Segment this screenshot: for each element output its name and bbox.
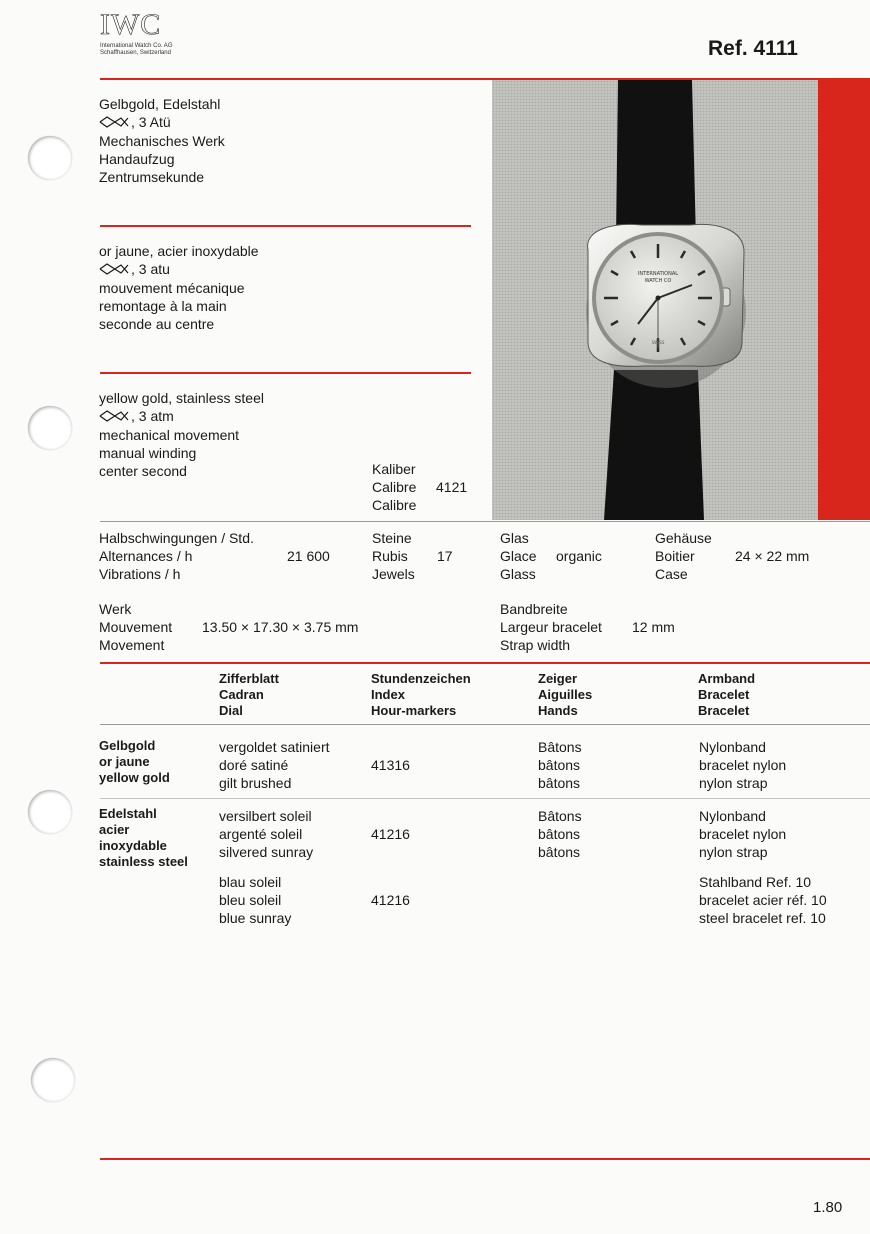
watch-illustration	[492, 80, 818, 520]
spec-seconds: seconde au centre	[99, 316, 215, 333]
binder-hole-4	[31, 1058, 75, 1102]
spec-winding: Handaufzug	[99, 151, 175, 168]
spec-winding: remontage à la main	[99, 298, 227, 315]
variant-category	[99, 806, 188, 870]
bottom-divider	[100, 1158, 870, 1160]
spec-water-resistance: , 3 atm	[99, 407, 264, 426]
hands-line: bâtons	[538, 844, 581, 860]
jewels-label-de: Steine	[372, 530, 412, 546]
hands-line: bâtons	[538, 757, 581, 773]
band-line: nylon strap	[699, 775, 768, 791]
case-labels	[655, 529, 712, 583]
spec-block-english	[99, 389, 264, 480]
water-resistant-icon	[99, 408, 129, 426]
vibrations-label-de: Halbschwingungen / Std.	[99, 530, 254, 546]
spec-material: yellow gold, stainless steel	[99, 390, 264, 406]
vibrations-label-fr: Alternances / h	[99, 548, 193, 564]
watch-photo	[492, 80, 818, 520]
variant-dial	[219, 873, 291, 927]
header-index-en: Hour-markers	[371, 703, 457, 718]
band-line: nylon strap	[699, 844, 768, 860]
category-line: Edelstahl	[99, 806, 157, 821]
divider-photo-bottom	[100, 521, 870, 522]
variant-index: 41216	[371, 892, 410, 908]
calibre-label-en: Calibre	[372, 497, 417, 513]
strap-label-en: Strap width	[500, 637, 571, 653]
spec-material: or jaune, acier inoxydable	[99, 243, 259, 259]
vibrations-value: 21 600	[287, 548, 330, 564]
strap-label-de: Bandbreite	[500, 601, 568, 617]
company-name	[100, 43, 172, 57]
calibre-labels	[372, 460, 416, 514]
variant-index: 41216	[371, 826, 410, 842]
movement-label-de: Werk	[99, 601, 132, 617]
hands-line: bâtons	[538, 775, 581, 791]
spec-water-resistance: , 3 atu	[99, 260, 259, 279]
spec-block-german	[99, 95, 225, 186]
header-hands-fr: Aiguilles	[538, 687, 593, 702]
glass-label-fr: Glace	[500, 548, 537, 564]
variant-index: 41316	[371, 757, 410, 773]
header-band-de: Armband	[698, 671, 756, 686]
movement-label-fr: Mouvement	[99, 619, 173, 635]
strap-value: 12 mm	[632, 619, 675, 635]
dial-line: silvered sunray	[219, 844, 314, 860]
spec-material: Gelbgold, Edelstahl	[99, 96, 221, 112]
category-line: Gelbgold	[99, 738, 156, 753]
company-line-2: Schaffhausen, Switzerland	[100, 50, 171, 56]
jewels-labels	[372, 529, 415, 583]
header-band	[698, 671, 755, 719]
hands-line: bâtons	[538, 826, 581, 842]
variant-dial	[219, 807, 313, 861]
spec-winding: manual winding	[99, 445, 197, 462]
jewels-label-en: Jewels	[372, 566, 415, 582]
glass-labels	[500, 529, 537, 583]
variant-category	[99, 738, 170, 786]
hands-line: Bâtons	[538, 808, 582, 824]
header-index-fr: Index	[371, 687, 405, 702]
band-line: bracelet nylon	[699, 757, 787, 773]
strap-label-fr: Largeur bracelet	[500, 619, 602, 635]
header-hands-de: Zeiger	[538, 671, 578, 686]
header-hands-en: Hands	[538, 703, 578, 718]
calibre-value: 4121	[436, 479, 468, 495]
glass-label-de: Glas	[500, 530, 529, 546]
jewels-value: 17	[437, 548, 453, 564]
band-line: Nylonband	[699, 739, 766, 755]
strap-labels	[500, 600, 602, 654]
band-line: Nylonband	[699, 808, 766, 824]
page-number: 1.80	[813, 1199, 843, 1216]
vibrations-label-en: Vibrations / h	[99, 566, 181, 582]
spec-movement-type: Mechanisches Werk	[99, 133, 225, 150]
reference-number: Ref. 4111	[708, 37, 798, 60]
case-label-en: Case	[655, 566, 688, 582]
spec-seconds: Zentrumsekunde	[99, 169, 205, 186]
header-dial-de: Zifferblatt	[219, 671, 279, 686]
binder-hole-3	[28, 790, 72, 834]
table-header-divider	[100, 724, 870, 725]
red-accent-bar	[818, 80, 870, 520]
binder-hole-1	[28, 136, 72, 180]
iwc-logo: IWC	[100, 8, 162, 41]
movement-value: 13.50 × 17.30 × 3.75 mm	[202, 619, 359, 635]
variant-hands	[538, 807, 582, 861]
row-divider	[100, 798, 870, 799]
category-line: or jaune	[99, 754, 150, 769]
spec-movement-type: mechanical movement	[99, 427, 240, 444]
vibrations-labels	[99, 529, 254, 583]
header-hands	[538, 671, 592, 719]
variant-band	[699, 738, 786, 792]
dial-line: vergoldet satiniert	[219, 739, 330, 755]
case-label-de: Gehäuse	[655, 530, 712, 546]
dial-line: bleu soleil	[219, 892, 282, 908]
header-band-fr: Bracelet	[698, 687, 750, 702]
case-value: 24 × 22 mm	[735, 548, 810, 564]
table-top-divider	[100, 662, 870, 664]
dial-line: versilbert soleil	[219, 808, 312, 824]
calibre-label-de: Kaliber	[372, 461, 416, 477]
header-index-de: Stundenzeichen	[371, 671, 471, 686]
band-line: bracelet nylon	[699, 826, 787, 842]
variant-band	[699, 873, 827, 927]
company-line-1: International Watch Co. AG	[100, 43, 173, 49]
header-index	[371, 671, 471, 719]
spec-seconds: center second	[99, 463, 187, 480]
hands-line: Bâtons	[538, 739, 582, 755]
dial-brand-line-1: INTERNATIONAL	[637, 271, 679, 277]
movement-labels	[99, 600, 172, 654]
dial-line: blau soleil	[219, 874, 282, 890]
movement-label-en: Movement	[99, 637, 165, 653]
water-resistant-icon	[99, 261, 129, 279]
category-line: inoxydable	[99, 838, 167, 853]
case-label-fr: Boitier	[655, 548, 695, 564]
category-line: yellow gold	[99, 770, 170, 785]
dial-line: blue sunray	[219, 910, 292, 926]
dial-line: argenté soleil	[219, 826, 303, 842]
band-line: steel bracelet ref. 10	[699, 910, 826, 926]
band-line: bracelet acier réf. 10	[699, 892, 827, 908]
variant-band	[699, 807, 786, 861]
calibre-label-fr: Calibre	[372, 479, 417, 495]
dial-bottom-text: SWISS	[651, 340, 665, 345]
header-dial-en: Dial	[219, 703, 243, 718]
jewels-label-fr: Rubis	[372, 548, 408, 564]
header-dial-fr: Cadran	[219, 687, 264, 702]
spec-movement-type: mouvement mécanique	[99, 280, 245, 297]
spec-water-resistance: , 3 Atü	[99, 113, 225, 132]
variant-dial	[219, 738, 330, 792]
dial-brand-line-2: WATCH CO	[644, 278, 672, 284]
dial-line: doré satiné	[219, 757, 289, 773]
binder-hole-2	[28, 406, 72, 450]
category-line: acier	[99, 822, 130, 837]
divider-de-fr	[100, 225, 471, 227]
header-dial	[219, 671, 279, 719]
spec-block-french	[99, 242, 259, 333]
band-line: Stahlband Ref. 10	[699, 874, 812, 890]
variant-hands	[538, 738, 582, 792]
water-resistant-icon	[99, 114, 129, 132]
glass-value: organic	[556, 548, 602, 564]
glass-label-en: Glass	[500, 566, 536, 582]
dial-line: gilt brushed	[219, 775, 292, 791]
category-line: stainless steel	[99, 854, 188, 869]
header-band-en: Bracelet	[698, 703, 750, 718]
divider-fr-en	[100, 372, 471, 374]
